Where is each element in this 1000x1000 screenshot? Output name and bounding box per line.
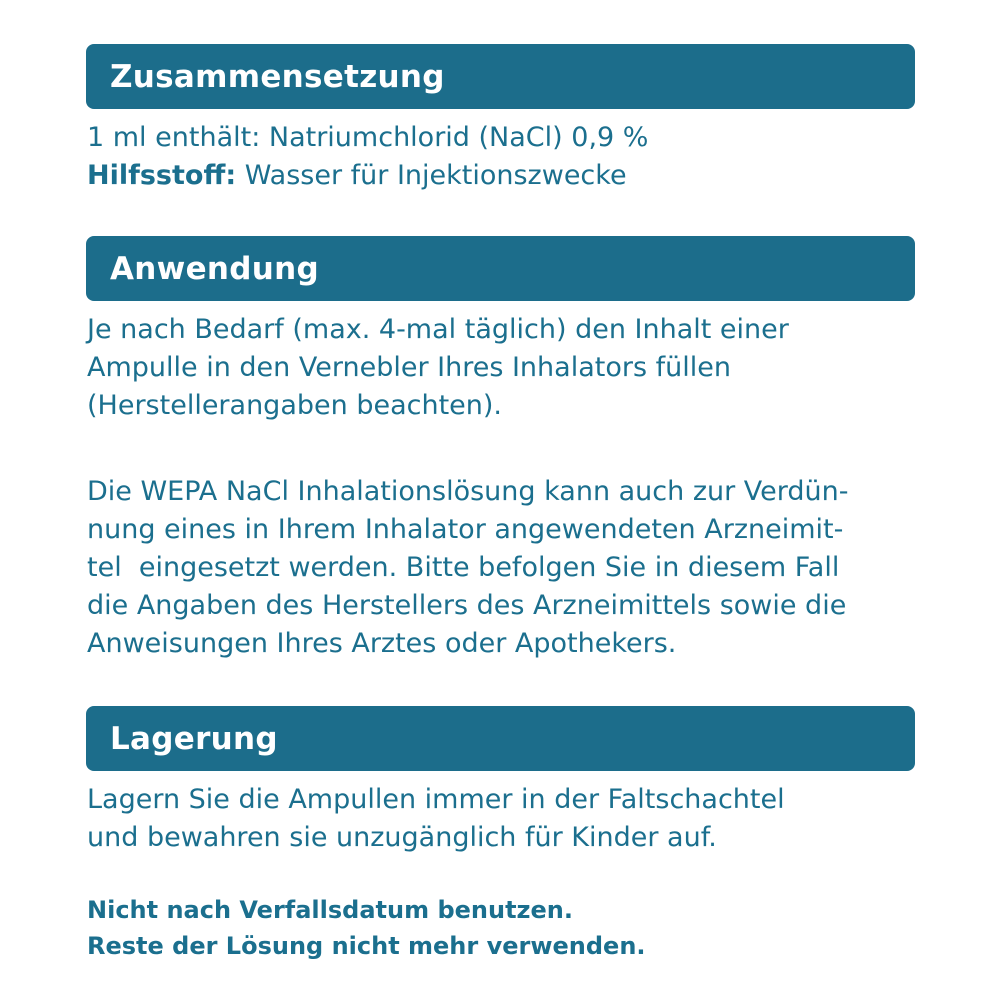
anwendung-paragraph-1 <box>87 311 927 425</box>
anwendung-p1-line: Ampulle in den Vernebler Ihres Inhalators füllen <box>87 352 731 383</box>
anwendung-p2-line: tel eingesetzt werden. Bitte befolgen Sie in diesem Fall <box>87 552 840 583</box>
anwendung-p1-line: (Herstellerangaben beachten). <box>87 390 502 421</box>
notice-leftovers: Reste der Lösung nicht mehr verwenden. <box>87 932 646 960</box>
section-title-anwendung: Anwendung <box>110 250 320 287</box>
notice-expiry: Nicht nach Verfallsdatum benutzen. <box>87 896 573 924</box>
anwendung-p2-line: die Angaben des Herstellers des Arzneimittels sowie die <box>87 590 847 621</box>
anwendung-paragraph-2 <box>87 473 927 663</box>
excipient-line <box>87 157 927 195</box>
anwendung-p2-line: nung eines in Ihrem Inhalator angewendeten Arzneimit- <box>87 514 844 545</box>
excipient-label: Hilfsstoff: <box>87 160 237 191</box>
anwendung-p2-line: Die WEPA NaCl Inhalationslösung kann auch zur Verdün- <box>87 476 849 507</box>
section-header-zusammensetzung <box>86 44 915 109</box>
composition-line: 1 ml enthält: Natriumchlorid (NaCl) 0,9 % <box>87 122 649 153</box>
zusammensetzung-text <box>87 119 927 195</box>
lagerung-line: und bewahren sie unzugänglich für Kinder auf. <box>87 822 717 853</box>
section-title-lagerung: Lagerung <box>110 720 278 757</box>
section-header-lagerung <box>86 706 915 771</box>
lagerung-line: Lagern Sie die Ampullen immer in der Faltschachtel <box>87 784 785 815</box>
lagerung-paragraph <box>87 781 927 857</box>
notice-block <box>87 892 927 964</box>
anwendung-p2-line: Anweisungen Ihres Arztes oder Apothekers. <box>87 628 677 659</box>
anwendung-p1-line: Je nach Bedarf (max. 4-mal täglich) den Inhalt einer <box>87 314 789 345</box>
section-title-zusammensetzung: Zusammensetzung <box>110 58 445 95</box>
section-header-anwendung <box>86 236 915 301</box>
excipient-value: Wasser für Injektionszwecke <box>236 160 627 191</box>
